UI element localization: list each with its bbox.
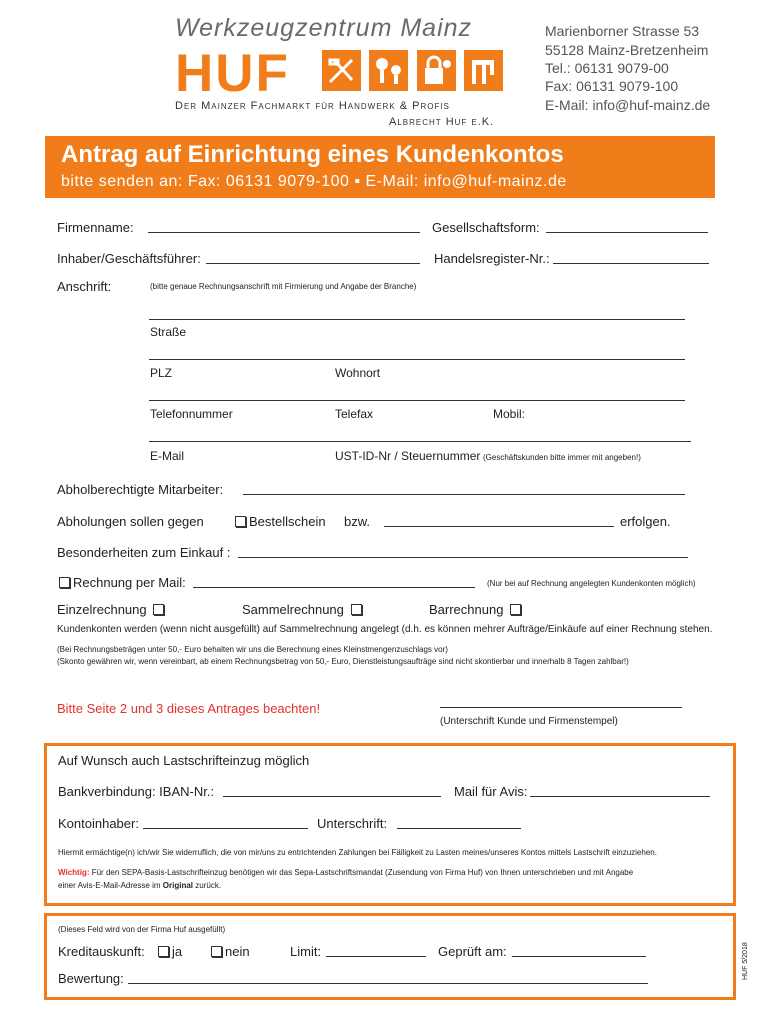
contact-phone: Tel.: 06131 9079-00 bbox=[545, 60, 669, 76]
kontoinhaber-label: Kontoinhaber: bbox=[58, 816, 139, 831]
besonderheiten-field[interactable] bbox=[238, 557, 688, 558]
email-ust-field[interactable] bbox=[149, 441, 691, 442]
intern-note: (Dieses Feld wird von der Firma Huf ausgefüllt) bbox=[58, 925, 226, 934]
wichtig-text-2a: einer Avis-E-Mail-Adresse im bbox=[58, 881, 161, 890]
contact-fax: Fax: 06131 9079-100 bbox=[545, 78, 679, 94]
telefon-field[interactable] bbox=[149, 400, 685, 401]
bestellschein-checkbox[interactable] bbox=[235, 516, 246, 527]
brand-owner: Albrecht Huf e.K. bbox=[389, 116, 495, 128]
rechnung-mail-option[interactable] bbox=[56, 575, 186, 590]
brand-tagline: Der Mainzer Fachmarkt für Handwerk & Profis bbox=[175, 100, 450, 112]
nein-label: nein bbox=[225, 944, 250, 959]
firmenname-label: Firmenname: bbox=[57, 220, 134, 235]
fine-print-2: (Skonto gewähren wir, wenn vereinbart, ab einem Rechnungsbetrag von 50,- Euro, Dienstleistungsaufträge sind nicht skontierbar und innerhalb 8 Tagen zahlbar!) bbox=[57, 657, 629, 666]
kundenkonten-note: Kundenkonten werden (wenn nicht ausgefüllt) auf Sammelrechnung angelegt (d.h. es können mehrer Aufträge/Einkäufe auf einer Rechnung stehen. bbox=[57, 624, 713, 635]
handelsregister-label: Handelsregister-Nr.: bbox=[434, 251, 550, 266]
bestellschein-label: Bestellschein bbox=[249, 514, 326, 529]
mail-avis-field[interactable] bbox=[530, 796, 710, 797]
ermaechtigung-text: Hiermit ermächtige(n) ich/wir Sie widerruflich, die von mir/uns zu entrichtenden Zahlungen bei Fälligkeit zu Lasten meines/unseres Kontos mittels Lastschrift einzuziehen. bbox=[58, 848, 657, 857]
bestellschein-option[interactable] bbox=[232, 514, 326, 529]
telefon-label: Telefonnummer bbox=[150, 407, 233, 421]
bewertung-field[interactable] bbox=[128, 983, 648, 984]
sammelrechnung-label: Sammelrechnung bbox=[242, 602, 344, 617]
ja-checkbox[interactable] bbox=[158, 946, 169, 957]
barrechnung-label: Barrechnung bbox=[429, 602, 504, 617]
rechnung-mail-field[interactable] bbox=[193, 587, 475, 588]
bzw-label: bzw. bbox=[344, 514, 371, 529]
sammelrechnung-option[interactable] bbox=[242, 602, 365, 617]
firmenname-field[interactable] bbox=[148, 232, 420, 233]
abholberechtigte-field[interactable] bbox=[243, 494, 685, 495]
geprueft-field[interactable] bbox=[512, 956, 646, 957]
anschrift-note: (bitte genaue Rechnungsanschrift mit Firmierung und Angabe der Branche) bbox=[150, 282, 417, 291]
einzelrechnung-option[interactable] bbox=[57, 602, 167, 617]
email-label: E-Mail bbox=[150, 449, 185, 463]
besonderheiten-label: Besonderheiten zum Einkauf : bbox=[57, 545, 231, 560]
locks-icon bbox=[417, 50, 456, 91]
plz-wohnort-field[interactable] bbox=[149, 359, 685, 360]
gesellschaftsform-field[interactable] bbox=[546, 232, 708, 233]
screws-icon bbox=[369, 50, 408, 91]
strasse-label: Straße bbox=[150, 325, 187, 339]
unterschrift-kunde-label: (Unterschrift Kunde und Firmenstempel) bbox=[440, 716, 618, 727]
sammelrechnung-checkbox[interactable] bbox=[351, 604, 362, 615]
wichtig-label: Wichtig: bbox=[58, 868, 90, 877]
erfolgen-label: erfolgen. bbox=[620, 514, 671, 529]
rechnung-mail-note: (Nur bei auf Rechnung angelegten Kundenkonten möglich) bbox=[487, 579, 696, 588]
nein-checkbox[interactable] bbox=[211, 946, 222, 957]
version-label: HUF 5/2018 bbox=[742, 942, 749, 980]
banner-subtitle: bitte senden an: Fax: 06131 9079-100 ▪ E-Mail: info@huf-mainz.de bbox=[61, 173, 567, 190]
bewertung-label: Bewertung: bbox=[58, 971, 124, 986]
telefax-label: Telefax bbox=[335, 407, 374, 421]
wichtig-text: Für den SEPA-Basis-Lastschrifteinzug benötigen wir das Sepa-Lastschriftsmandat (Zusendung von Firma Huf) von Ihnen unterschrieben und mit Angabe bbox=[91, 868, 634, 877]
abholungen-label: Abholungen sollen gegen bbox=[57, 514, 204, 529]
ust-note: (Geschäftskunden bitte immer mit angeben!) bbox=[483, 453, 641, 462]
fine-print-1: (Bei Rechnungsbeträgen unter 50,- Euro behalten wir uns die Berechnung eines Kleinstmengenzuschlags vor) bbox=[57, 645, 448, 654]
barrechnung-checkbox[interactable] bbox=[510, 604, 521, 615]
strasse-field[interactable] bbox=[149, 319, 685, 320]
plz-label: PLZ bbox=[150, 366, 173, 380]
fittings-icon bbox=[464, 50, 503, 91]
rechnung-mail-checkbox[interactable] bbox=[59, 577, 70, 588]
barrechnung-option[interactable] bbox=[429, 602, 524, 617]
page-title: Antrag auf Einrichtung eines Kundenkontos bbox=[61, 141, 564, 168]
brand-logo: HUF bbox=[175, 44, 290, 103]
kreditauskunft-label: Kreditauskunft: bbox=[58, 944, 145, 959]
gesellschaftsform-label: Gesellschaftsform: bbox=[432, 220, 540, 235]
abholberechtigte-label: Abholberechtigte Mitarbeiter: bbox=[57, 482, 224, 497]
handelsregister-field[interactable] bbox=[553, 263, 709, 264]
seite-hinweis: Bitte Seite 2 und 3 dieses Antrages beachten! bbox=[57, 701, 321, 716]
kontoinhaber-field[interactable] bbox=[143, 828, 308, 829]
inhaber-field[interactable] bbox=[206, 263, 420, 264]
lastschrift-title: Auf Wunsch auch Lastschrifteinzug möglich bbox=[58, 753, 310, 768]
wohnort-label: Wohnort bbox=[335, 366, 381, 380]
wichtig-original: Original bbox=[162, 881, 194, 890]
unterschrift-label: Unterschrift: bbox=[317, 816, 388, 831]
limit-field[interactable] bbox=[326, 956, 426, 957]
ja-label: ja bbox=[172, 944, 183, 959]
abholungen-alternative-field[interactable] bbox=[384, 526, 614, 527]
kreditauskunft-ja[interactable] bbox=[155, 944, 182, 959]
mobil-label: Mobil: bbox=[493, 407, 526, 421]
rechnung-mail-label: Rechnung per Mail: bbox=[73, 575, 186, 590]
wichtig-line-2 bbox=[58, 881, 221, 890]
title-banner bbox=[45, 136, 715, 198]
bankverbindung-label: Bankverbindung: IBAN-Nr.: bbox=[58, 784, 215, 799]
geprueft-label: Geprüft am: bbox=[438, 944, 507, 959]
unterschrift-kunde-field[interactable] bbox=[440, 707, 682, 708]
einzelrechnung-label: Einzelrechnung bbox=[57, 602, 147, 617]
iban-field[interactable] bbox=[223, 796, 441, 797]
ust-label: UST-ID-Nr / Steuernummer bbox=[335, 449, 481, 463]
anschrift-label: Anschrift: bbox=[57, 279, 112, 294]
tool-icons bbox=[322, 50, 507, 96]
brand-title: Werkzeugzentrum Mainz bbox=[175, 14, 473, 42]
wichtig-text-2b: zurück. bbox=[195, 881, 222, 890]
contact-street: Marienborner Strasse 53 bbox=[545, 23, 700, 39]
contact-email: E-Mail: info@huf-mainz.de bbox=[545, 97, 711, 113]
tools-icon bbox=[322, 50, 361, 91]
wichtig-line-1 bbox=[58, 868, 633, 877]
einzelrechnung-checkbox[interactable] bbox=[153, 604, 164, 615]
inhaber-label: Inhaber/Geschäftsführer: bbox=[57, 251, 201, 266]
unterschrift-field[interactable] bbox=[397, 828, 521, 829]
kreditauskunft-nein[interactable] bbox=[208, 944, 250, 959]
limit-label: Limit: bbox=[290, 944, 322, 959]
contact-city: 55128 Mainz-Bretzenheim bbox=[545, 42, 709, 58]
mail-avis-label: Mail für Avis: bbox=[454, 784, 528, 799]
